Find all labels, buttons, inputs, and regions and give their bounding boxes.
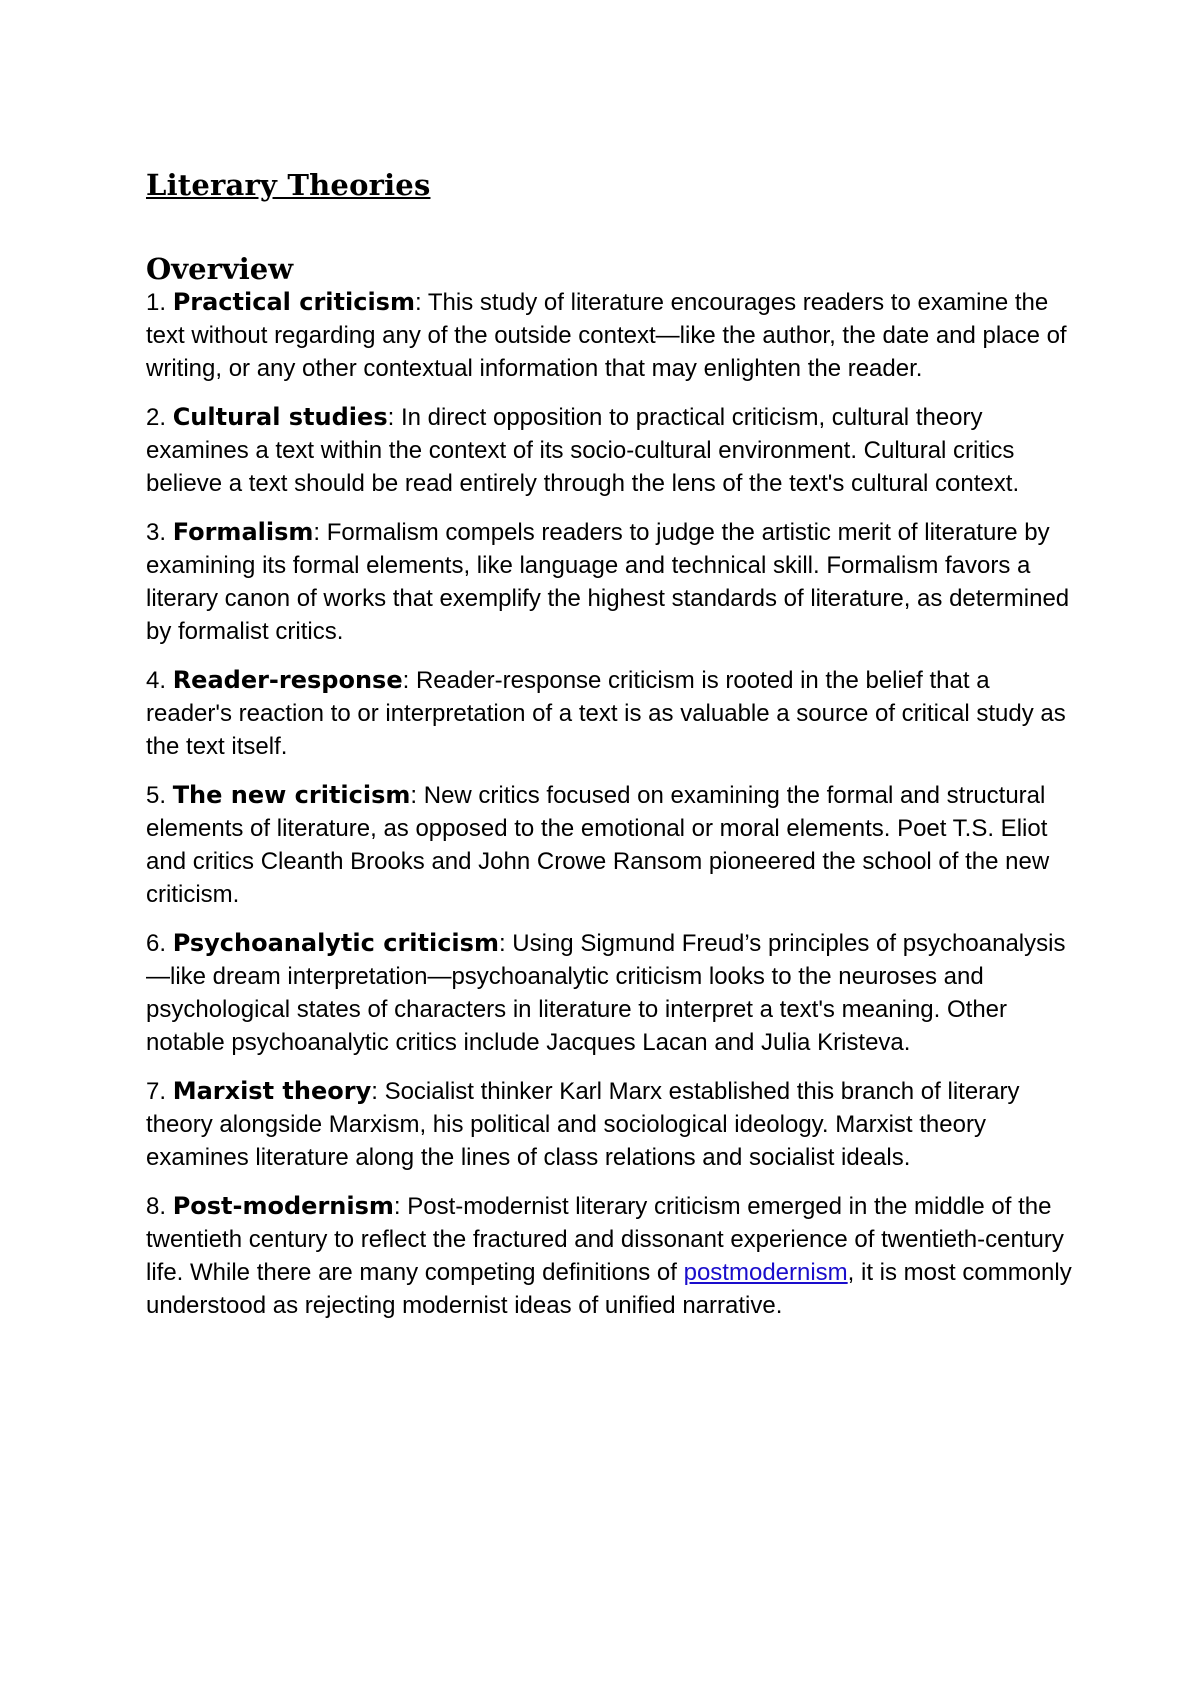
item-number: 4. xyxy=(146,667,173,694)
item-term: Practical criticism xyxy=(172,288,415,316)
item-text-after: , it is most commonly understood as rejecting modernist ideas of unified narrative. xyxy=(146,1259,1072,1319)
list-item xyxy=(146,927,1076,1059)
postmodernism-link[interactable]: postmodernism xyxy=(683,1259,848,1286)
document-page xyxy=(146,168,1076,1338)
list-item xyxy=(146,401,1076,500)
list-item xyxy=(146,516,1076,648)
list-item xyxy=(146,286,1076,385)
list-item xyxy=(146,779,1076,911)
list-item xyxy=(146,664,1076,763)
item-term: Reader-response xyxy=(172,666,403,694)
item-number: 7. xyxy=(146,1078,173,1105)
item-text: : Socialist thinker Karl Marx established this branch of literary theory alongside Marxism, his political and sociological ideology. Marxist theory examines literature along the lines of class relations and socialist ideals. xyxy=(146,1078,1020,1171)
item-term: Marxist theory xyxy=(172,1077,372,1105)
item-text: : Formalism compels readers to judge the artistic merit of literature by examining its formal elements, like language and technical skill. Formalism favors a literary canon of works that exemplify the highest standards of literature, as determined by formalist critics. xyxy=(146,519,1070,645)
item-text: : Post-modernist literary criticism emerged in the middle of the twentieth century to reflect the fractured and dissonant experience of twentieth-century life. While there are many competing definitions of xyxy=(146,1193,1064,1286)
list-item xyxy=(146,1075,1076,1174)
item-number: 3. xyxy=(146,519,173,546)
item-text: : This study of literature encourages readers to examine the text without regarding any of the outside context—like the author, the date and place of writing, or any other contextual information that may enlighten the reader. xyxy=(146,289,1067,382)
item-number: 8. xyxy=(146,1193,173,1220)
section-heading-overview: Overview xyxy=(146,252,294,286)
item-text: : New critics focused on examining the formal and structural elements of literature, as opposed to the emotional or moral elements. Poet T.S. Eliot and critics Cleanth Brooks and John Crowe Ransom pioneered the school of the new criticism. xyxy=(146,782,1050,908)
item-term: Psychoanalytic criticism xyxy=(172,929,499,957)
item-number: 6. xyxy=(146,930,173,957)
item-number: 1. xyxy=(146,289,173,316)
list-item xyxy=(146,1190,1076,1322)
item-number: 2. xyxy=(146,404,173,431)
item-term: Formalism xyxy=(172,518,314,546)
item-text: : Reader-response criticism is rooted in the belief that a reader's reaction to or interpretation of a text is as valuable a source of critical study as the text itself. xyxy=(146,667,1066,760)
item-text: : Using Sigmund Freud’s principles of psychoanalysis—like dream interpretation—psychoanalytic criticism looks to the neuroses and psychological states of characters in literature to interpret a text's meaning. Other notable psychoanalytic critics include Jacques Lacan and Julia Kristeva. xyxy=(146,930,1066,1056)
item-text: : In direct opposition to practical criticism, cultural theory examines a text within the context of its socio-cultural environment. Cultural critics believe a text should be read entirely through the lens of the text's cultural context. xyxy=(146,404,1020,497)
item-term: The new criticism xyxy=(172,781,411,809)
item-term: Cultural studies xyxy=(172,403,388,431)
item-number: 5. xyxy=(146,782,173,809)
document-title: Literary Theories xyxy=(146,168,431,202)
item-term: Post-modernism xyxy=(172,1192,394,1220)
